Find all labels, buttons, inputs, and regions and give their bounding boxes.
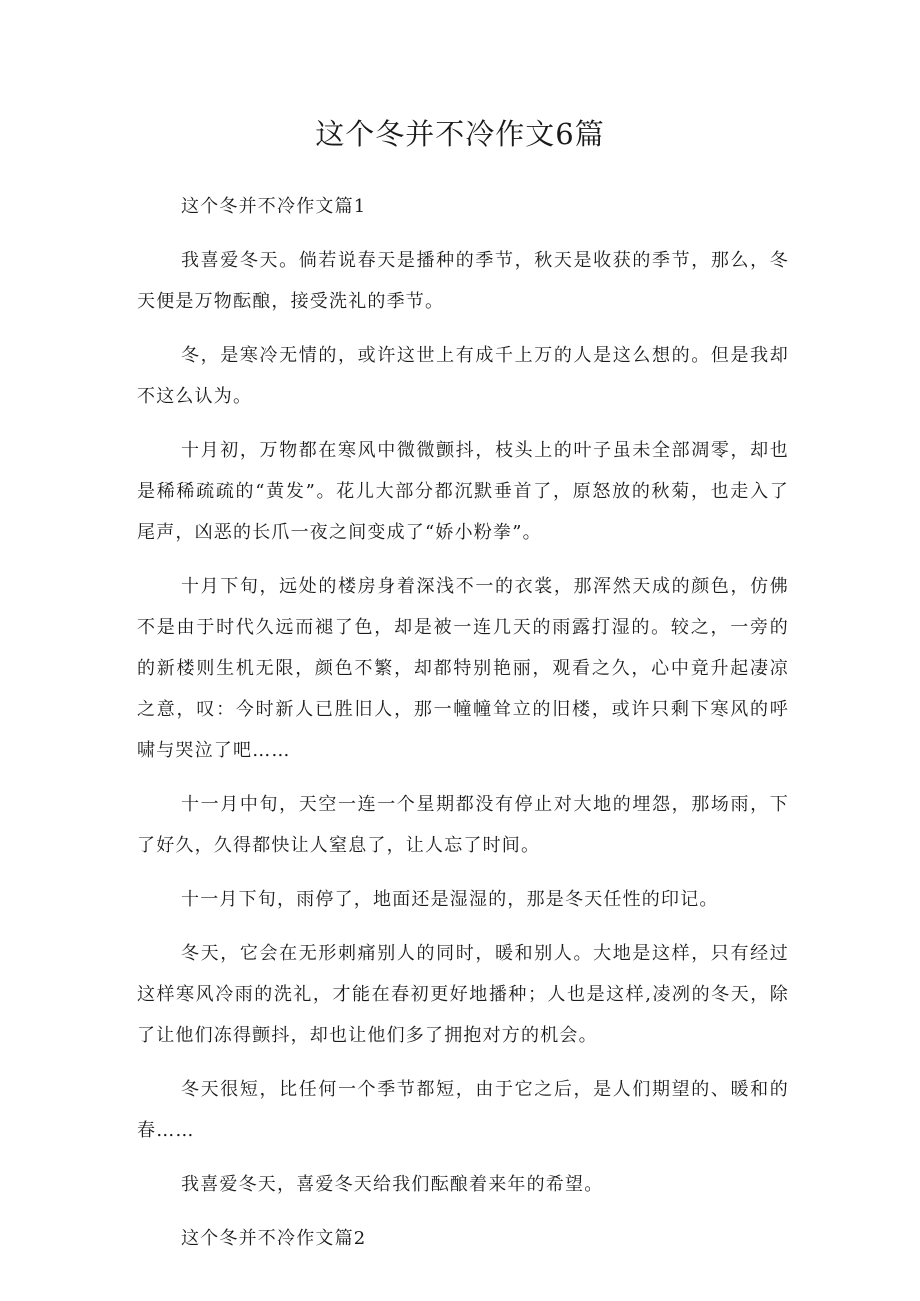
document-body — [137, 186, 789, 1272]
paragraph: 十一月中旬，天空一连一个星期都没有停止对大地的埋怨，那场雨，下了好久，久得都快让人窒息了，让人忘了时间。 — [137, 794, 789, 856]
paragraph: 十一月下旬，雨停了，地面还是湿湿的，那是冬天任性的印记。 — [181, 889, 719, 910]
section-heading-2: 这个冬并不冷作文篇2 — [181, 1228, 367, 1249]
document-title: 这个冬并不冷作文6篇 — [315, 117, 605, 151]
paragraph: 冬，是寒冷无情的，或许这世上有成千上万的人是这么想的。但是我却不这么认为。 — [137, 345, 789, 407]
paragraph: 十月初，万物都在寒风中微微颤抖，枝头上的叶子虽未全部凋零，却也是稀稀疏疏的“黄发”。花儿大部分都沉默垂首了，原怒放的秋菊，也走入了尾声，凶恶的长爪一夜之间变成了“娇小粉拳”。 — [137, 440, 789, 543]
paragraph: 我喜爱冬天。倘若说春天是播种的季节，秋天是收获的季节，那么，冬天便是万物酝酿，接受洗礼的季节。 — [137, 250, 789, 312]
section-heading-1: 这个冬并不冷作文篇1 — [181, 196, 367, 217]
paragraph: 冬天很短，比任何一个季节都短，由于它之后，是人们期望的、暖和的春…… — [137, 1079, 789, 1141]
paragraph: 冬天，它会在无形刺痛别人的同时，暖和别人。大地是这样，只有经过这样寒风冷雨的洗礼，才能在春初更好地播种；人也是这样,凌冽的冬天，除了让他们冻得颤抖，却也让他们多了拥抱对方的机会。 — [137, 943, 789, 1046]
paragraph: 我喜爱冬天，喜爱冬天给我们酝酿着来年的希望。 — [181, 1174, 604, 1195]
paragraph: 十月下旬，远处的楼房身着深浅不一的衣裳，那浑然天成的颜色，仿佛不是由于时代久远而褪了色，却是被一连几天的雨露打湿的。较之，一旁的的新楼则生机无限，颜色不繁，却都特别艳丽，观看之久，心中竟升起凄凉之意，叹：今时新人已胜旧人，那一幢幢耸立的旧楼，或许只剩下寒风的呼啸与哭泣了吧…… — [137, 576, 789, 761]
